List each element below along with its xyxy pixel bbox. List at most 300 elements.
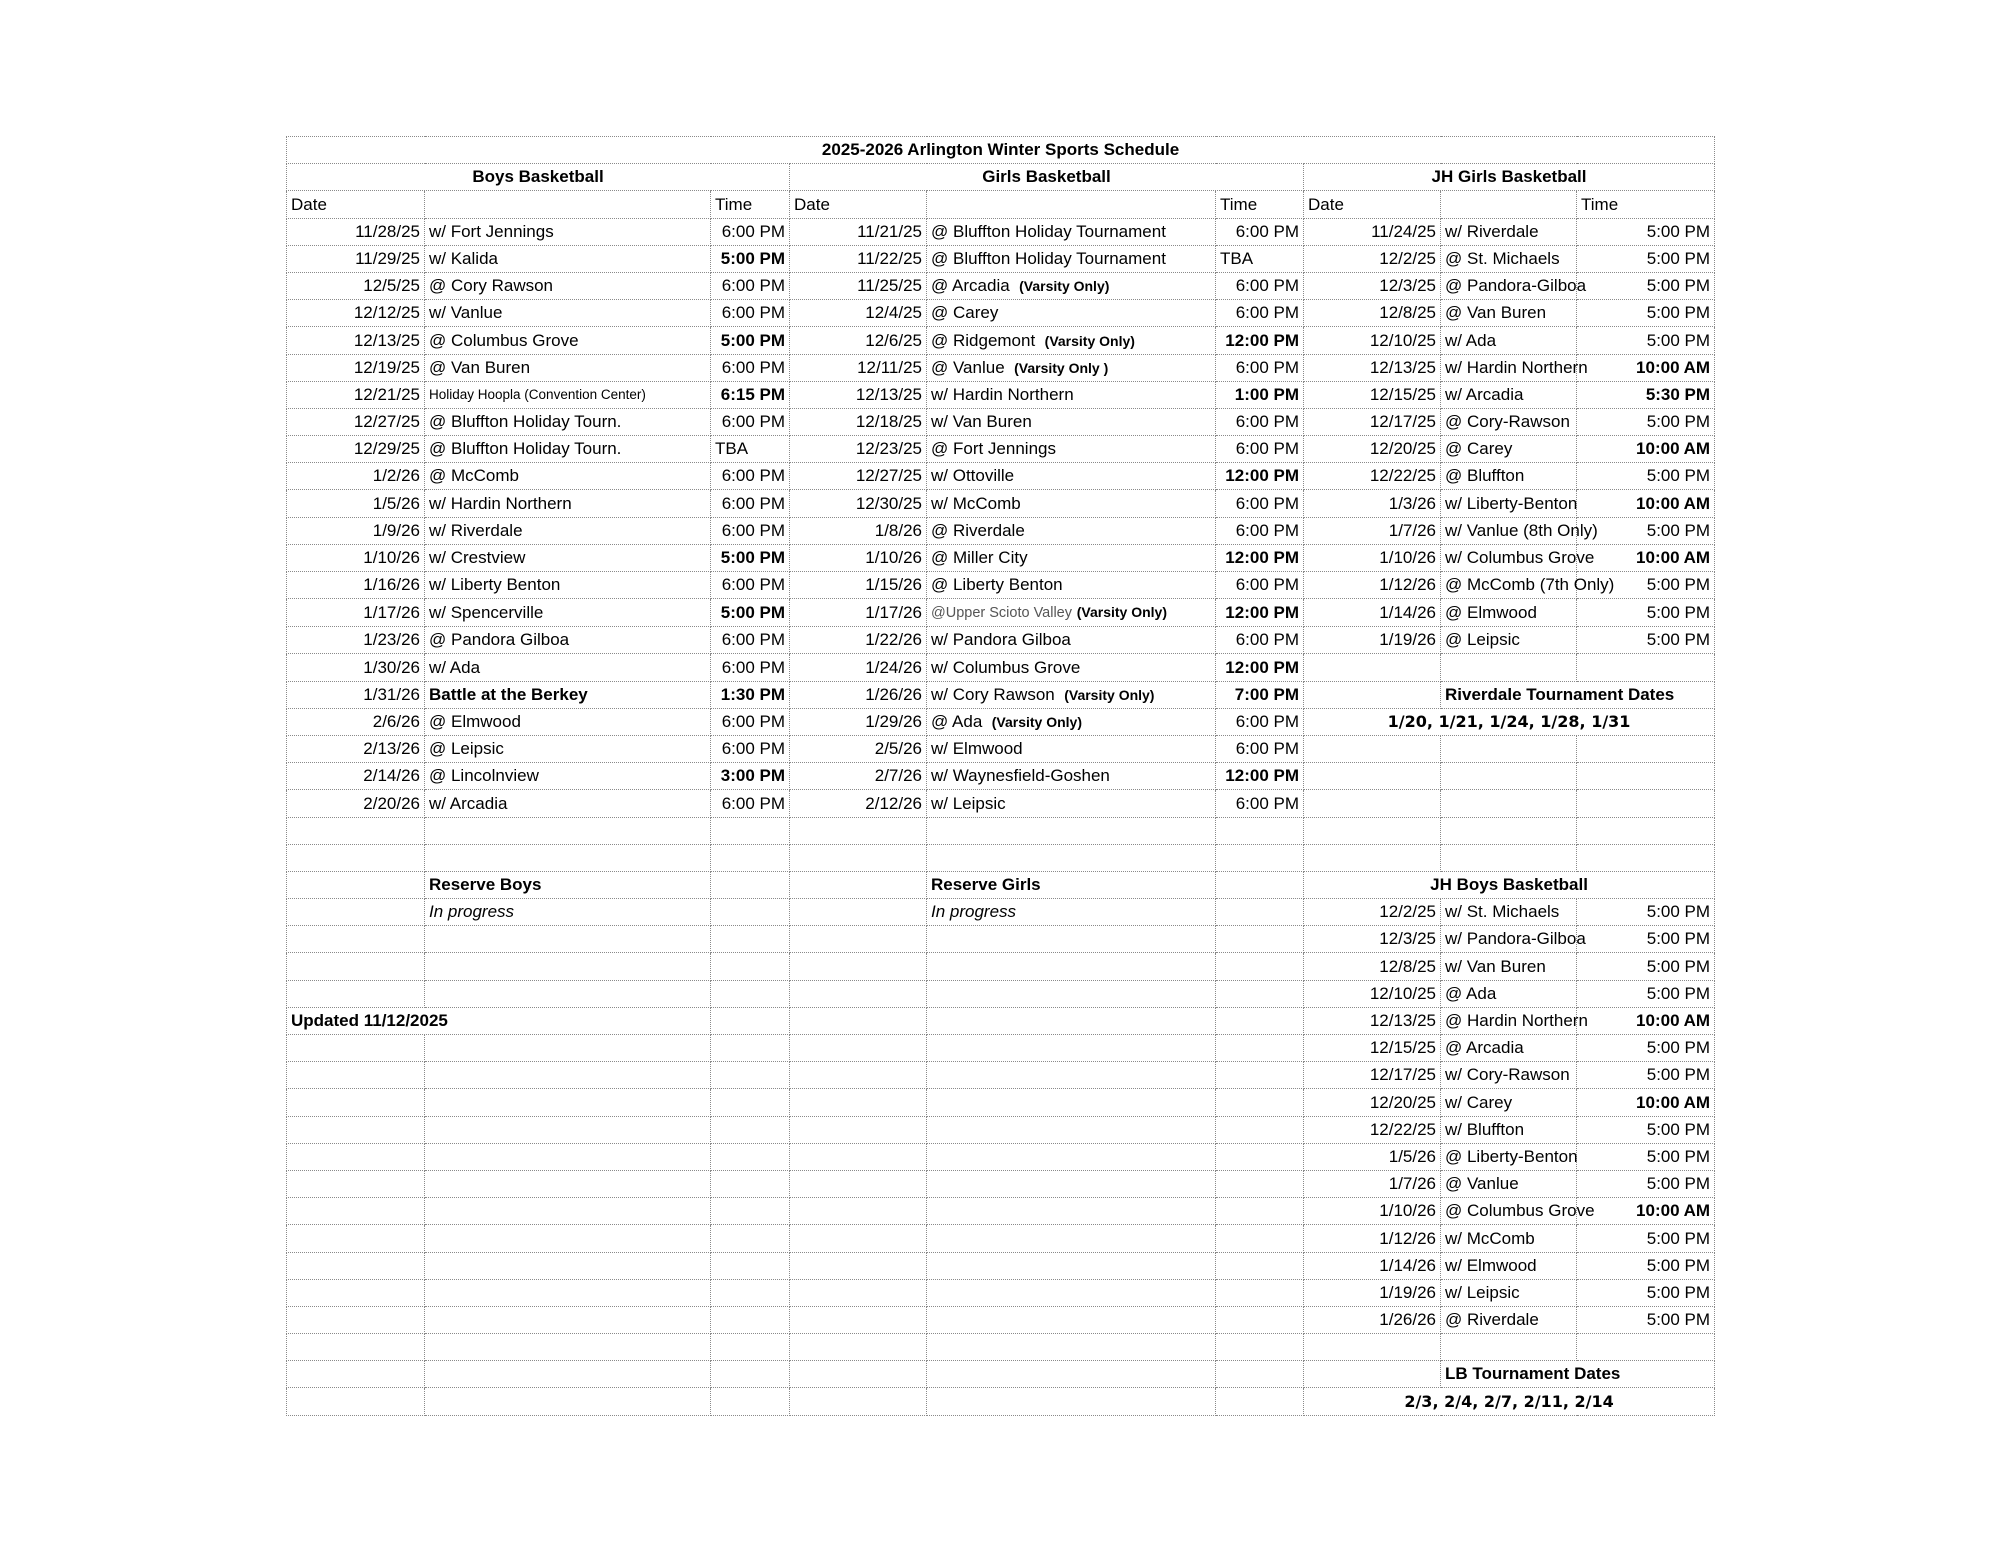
boys-basketball-heading: Boys Basketball [287, 164, 790, 191]
game-time: 1:30 PM [711, 681, 790, 708]
opponent-name: w/ McComb [931, 493, 1021, 513]
game-time: 10:00 AM [1577, 436, 1715, 463]
game-date: 2/6/26 [287, 708, 425, 735]
empty-cell [1216, 1306, 1304, 1333]
game-date: 12/27/25 [790, 463, 927, 490]
game-date: 1/3/26 [1304, 490, 1441, 517]
game-date: 12/6/25 [790, 327, 927, 354]
game-time: 5:00 PM [1577, 899, 1715, 926]
empty-cell [711, 1334, 790, 1361]
empty-cell [425, 1334, 711, 1361]
updated-date: Updated 11/12/2025 [287, 1007, 711, 1034]
game-date: 11/25/25 [790, 272, 927, 299]
empty-cell [927, 1388, 1216, 1415]
game-opponent: w/ Vanlue [425, 300, 711, 327]
sheet-row [287, 218, 1715, 245]
empty-cell [425, 953, 711, 980]
game-date: 1/2/26 [287, 463, 425, 490]
empty-cell [790, 926, 927, 953]
game-opponent [927, 272, 1216, 299]
game-time: 5:00 PM [1577, 627, 1715, 654]
game-time: 5:00 PM [1577, 517, 1715, 544]
game-date: 12/27/25 [287, 408, 425, 435]
sheet-row [287, 1089, 1715, 1116]
empty-cell [1304, 817, 1441, 844]
empty-cell [287, 1170, 425, 1197]
varsity-only-note: (Varsity Only) [1044, 332, 1135, 349]
empty-cell [790, 1198, 927, 1225]
empty-cell [1577, 654, 1715, 681]
empty-cell [927, 1361, 1216, 1388]
game-time: 12:00 PM [1216, 599, 1304, 627]
empty-cell [927, 953, 1216, 980]
game-time: 5:00 PM [1577, 272, 1715, 299]
empty-cell [287, 1361, 425, 1388]
empty-cell [927, 926, 1216, 953]
game-time: 6:00 PM [711, 408, 790, 435]
empty-cell [1216, 1007, 1304, 1034]
game-opponent: w/ Riverdale [425, 517, 711, 544]
game-time: 1:00 PM [1216, 381, 1304, 408]
sheet-row [287, 708, 1715, 735]
empty-cell [425, 1225, 711, 1252]
game-time: 5:00 PM [1577, 300, 1715, 327]
empty-cell [1577, 735, 1715, 762]
empty-cell [1216, 1143, 1304, 1170]
opponent-name: w/ Leipsic [931, 793, 1006, 813]
game-date: 12/29/25 [287, 436, 425, 463]
empty-cell [425, 817, 711, 844]
game-time: 5:00 PM [1577, 1225, 1715, 1252]
game-time: 6:00 PM [711, 300, 790, 327]
game-time: 12:00 PM [1216, 327, 1304, 354]
empty-cell [425, 1143, 711, 1170]
empty-cell [927, 1035, 1216, 1062]
game-date: 1/14/26 [1304, 1252, 1441, 1279]
game-time: 10:00 AM [1577, 1007, 1715, 1034]
game-opponent: Holiday Hoopla (Convention Center) [425, 381, 711, 408]
game-time: 6:00 PM [711, 735, 790, 762]
game-opponent: @ Ada [1441, 980, 1577, 1007]
empty-cell [1577, 844, 1715, 871]
game-opponent [927, 327, 1216, 354]
game-time: 10:00 AM [1577, 490, 1715, 517]
empty-cell [711, 1279, 790, 1306]
empty-cell [711, 1035, 790, 1062]
empty-cell [1216, 844, 1304, 871]
empty-cell [1441, 1334, 1577, 1361]
game-opponent: @ Pandora-Gilboa [1441, 272, 1577, 299]
empty-cell [1441, 817, 1577, 844]
game-opponent: w/ Pandora-Gilboa [1441, 926, 1577, 953]
game-opponent [927, 381, 1216, 408]
varsity-only-note: (Varsity Only) [1076, 604, 1167, 621]
sheet-row [287, 599, 1715, 627]
game-date: 12/8/25 [1304, 953, 1441, 980]
game-time: 6:00 PM [1216, 218, 1304, 245]
game-date: 1/5/26 [1304, 1143, 1441, 1170]
game-date: 12/5/25 [287, 272, 425, 299]
game-opponent: w/ Arcadia [425, 790, 711, 817]
game-time: 6:00 PM [1216, 572, 1304, 599]
reserve-girls-status: In progress [927, 899, 1216, 926]
empty-cell [1216, 1198, 1304, 1225]
reserve-boys-status: In progress [425, 899, 711, 926]
sheet-row [287, 1334, 1715, 1361]
empty-cell [287, 953, 425, 980]
game-time: 5:00 PM [711, 327, 790, 354]
empty-cell [711, 1170, 790, 1197]
empty-cell [425, 1198, 711, 1225]
game-date: 1/7/26 [1304, 517, 1441, 544]
empty-cell [425, 1170, 711, 1197]
game-date: 1/10/26 [287, 544, 425, 571]
game-date: 2/20/26 [287, 790, 425, 817]
game-date: 12/20/25 [1304, 1089, 1441, 1116]
empty-cell [1216, 953, 1304, 980]
game-opponent: Battle at the Berkey [425, 681, 711, 708]
empty-cell [1216, 1279, 1304, 1306]
game-time: 12:00 PM [1216, 763, 1304, 790]
game-date: 11/28/25 [287, 218, 425, 245]
empty-cell [425, 844, 711, 871]
game-time: 5:00 PM [1577, 408, 1715, 435]
empty-cell [1304, 763, 1441, 790]
game-time: 5:00 PM [1577, 572, 1715, 599]
game-opponent: w/ Liberty-Benton [1441, 490, 1577, 517]
game-opponent: w/ Riverdale [1441, 218, 1577, 245]
sheet-row [287, 1143, 1715, 1170]
game-date: 12/17/25 [1304, 408, 1441, 435]
game-date: 1/15/26 [790, 572, 927, 599]
empty-cell [287, 926, 425, 953]
empty-cell [927, 1062, 1216, 1089]
empty-cell [287, 1143, 425, 1170]
game-time: 6:00 PM [711, 463, 790, 490]
game-time: 6:00 PM [711, 490, 790, 517]
empty-cell [711, 1225, 790, 1252]
game-date: 12/22/25 [1304, 1116, 1441, 1143]
game-opponent: w/ Hardin Northern [1441, 354, 1577, 381]
game-opponent: @ Bluffton Holiday Tourn. [425, 408, 711, 435]
game-date: 1/17/26 [790, 599, 927, 627]
game-time: 5:00 PM [1577, 327, 1715, 354]
game-opponent: @ Van Buren [425, 354, 711, 381]
empty-cell [711, 1089, 790, 1116]
game-time: 6:00 PM [711, 627, 790, 654]
game-opponent [927, 627, 1216, 654]
game-opponent: w/ Fort Jennings [425, 218, 711, 245]
sheet-row [287, 408, 1715, 435]
game-time: 5:00 PM [1577, 463, 1715, 490]
sheet-row [287, 1225, 1715, 1252]
empty-cell [927, 1198, 1216, 1225]
game-time: 6:00 PM [711, 790, 790, 817]
empty-cell [927, 1334, 1216, 1361]
empty-cell [425, 1388, 711, 1415]
empty-cell [1216, 980, 1304, 1007]
sheet-row [287, 245, 1715, 272]
game-time: 5:00 PM [1577, 1306, 1715, 1333]
empty-cell [790, 1361, 927, 1388]
riverdale-tournament-dates: 1/20, 1/21, 1/24, 1/28, 1/31 [1304, 708, 1715, 735]
game-time: 6:00 PM [1216, 627, 1304, 654]
empty-cell [1577, 817, 1715, 844]
empty-cell [425, 1252, 711, 1279]
girls-time-header: Time [1216, 191, 1304, 218]
empty-cell [927, 980, 1216, 1007]
empty-cell [790, 953, 927, 980]
sheet-row [287, 1252, 1715, 1279]
game-opponent: @ McComb [425, 463, 711, 490]
sheet-row [287, 654, 1715, 681]
empty-cell [287, 899, 425, 926]
game-date: 1/22/26 [790, 627, 927, 654]
game-time: 6:00 PM [711, 218, 790, 245]
game-time: 12:00 PM [1216, 654, 1304, 681]
sheet-row [287, 1361, 1715, 1388]
game-opponent: w/ Leipsic [1441, 1279, 1577, 1306]
game-opponent [927, 681, 1216, 708]
empty-cell [1216, 871, 1304, 898]
empty-cell [287, 1388, 425, 1415]
empty-cell [927, 844, 1216, 871]
game-time: 6:00 PM [1216, 354, 1304, 381]
empty-cell [287, 844, 425, 871]
game-date: 12/15/25 [1304, 381, 1441, 408]
opponent-name: @ Vanlue [931, 357, 1010, 377]
empty-cell [287, 871, 425, 898]
empty-cell [711, 1306, 790, 1333]
game-time: 6:00 PM [1216, 517, 1304, 544]
sheet-row [287, 272, 1715, 299]
empty-cell [1216, 1170, 1304, 1197]
game-opponent: @ Leipsic [1441, 627, 1577, 654]
empty-cell [711, 817, 790, 844]
opponent-name: @ Riverdale [931, 520, 1025, 540]
sheet-row [287, 871, 1715, 898]
game-date: 12/8/25 [1304, 300, 1441, 327]
sheet-row [287, 354, 1715, 381]
sheet-row [287, 381, 1715, 408]
lb-tournament-label: LB Tournament Dates [1441, 1361, 1715, 1388]
empty-cell [1216, 1225, 1304, 1252]
game-opponent [927, 517, 1216, 544]
game-time: 6:00 PM [711, 272, 790, 299]
riverdale-tournament-label: Riverdale Tournament Dates [1441, 681, 1715, 708]
game-time: 5:00 PM [1577, 1143, 1715, 1170]
empty-cell [711, 871, 790, 898]
game-date: 1/12/26 [1304, 572, 1441, 599]
game-opponent: @ Pandora Gilboa [425, 627, 711, 654]
game-opponent: @ St. Michaels [1441, 245, 1577, 272]
empty-cell [1441, 654, 1577, 681]
game-time: 7:00 PM [1216, 681, 1304, 708]
game-opponent: @ Cory-Rawson [1441, 408, 1577, 435]
empty-cell [790, 1062, 927, 1089]
game-date: 12/22/25 [1304, 463, 1441, 490]
opponent-name: w/ Columbus Grove [931, 657, 1081, 677]
empty-cell [1304, 1361, 1441, 1388]
game-opponent [927, 245, 1216, 272]
game-opponent [927, 654, 1216, 681]
opponent-name: @ Liberty Benton [931, 575, 1063, 595]
empty-cell [425, 1116, 711, 1143]
game-opponent: @ Carey [1441, 436, 1577, 463]
empty-cell [287, 1279, 425, 1306]
sheet-row [287, 490, 1715, 517]
game-date: 12/13/25 [1304, 1007, 1441, 1034]
game-opponent: w/ Crestview [425, 544, 711, 571]
game-opponent: @ Riverdale [1441, 1306, 1577, 1333]
empty-cell [790, 1170, 927, 1197]
game-time: 6:00 PM [1216, 790, 1304, 817]
game-time: 10:00 AM [1577, 1089, 1715, 1116]
game-time: 6:15 PM [711, 381, 790, 408]
game-date: 1/31/26 [287, 681, 425, 708]
sheet-row [287, 1007, 1715, 1034]
sheet-row [287, 463, 1715, 490]
empty-cell [1304, 654, 1441, 681]
sheet-row [287, 572, 1715, 599]
game-time: 6:00 PM [711, 572, 790, 599]
game-opponent: w/ Carey [1441, 1089, 1577, 1116]
empty-cell [790, 1279, 927, 1306]
game-date: 1/5/26 [287, 490, 425, 517]
game-opponent: w/ Vanlue (8th Only) [1441, 517, 1577, 544]
game-date: 12/12/25 [287, 300, 425, 327]
empty-cell [927, 1089, 1216, 1116]
empty-cell [1577, 1334, 1715, 1361]
game-time: 10:00 AM [1577, 544, 1715, 571]
sheet-row [287, 1388, 1715, 1415]
game-date: 12/11/25 [790, 354, 927, 381]
game-date: 2/13/26 [287, 735, 425, 762]
game-opponent [927, 790, 1216, 817]
game-opponent: @ Bluffton [1441, 463, 1577, 490]
sheet-row [287, 1306, 1715, 1333]
game-date: 11/29/25 [287, 245, 425, 272]
game-time: 5:00 PM [1577, 1279, 1715, 1306]
game-opponent: @ Hardin Northern [1441, 1007, 1577, 1034]
opponent-name: @ Fort Jennings [931, 439, 1056, 459]
game-date: 12/3/25 [1304, 272, 1441, 299]
game-date: 12/2/25 [1304, 245, 1441, 272]
empty-cell [711, 1062, 790, 1089]
sheet-row [287, 817, 1715, 844]
empty-cell [425, 980, 711, 1007]
boys-time-header: Time [711, 191, 790, 218]
schedule-table [286, 136, 1715, 1416]
game-time: 6:00 PM [711, 708, 790, 735]
game-opponent [927, 490, 1216, 517]
game-date: 2/14/26 [287, 763, 425, 790]
opponent-name: @ Ada [931, 711, 988, 731]
game-opponent: @ Columbus Grove [1441, 1198, 1577, 1225]
game-time: 5:00 PM [711, 544, 790, 571]
game-opponent [927, 572, 1216, 599]
game-opponent: w/ Ada [1441, 327, 1577, 354]
empty-cell [711, 1143, 790, 1170]
game-opponent: @ Van Buren [1441, 300, 1577, 327]
empty-cell [425, 926, 711, 953]
empty-cell [927, 1170, 1216, 1197]
game-date: 1/10/26 [790, 544, 927, 571]
game-time: 5:00 PM [1577, 953, 1715, 980]
game-date: 12/18/25 [790, 408, 927, 435]
jh-girls-opponent-header [1441, 191, 1577, 218]
game-date: 11/24/25 [1304, 218, 1441, 245]
sheet-row [287, 681, 1715, 708]
game-date: 12/2/25 [1304, 899, 1441, 926]
opponent-name: w/ Hardin Northern [931, 384, 1074, 404]
empty-cell [1216, 1361, 1304, 1388]
game-time: 12:00 PM [1216, 544, 1304, 571]
lb-tournament-dates: 2/3, 2/4, 2/7, 2/11, 2/14 [1304, 1388, 1715, 1415]
game-opponent [927, 544, 1216, 571]
empty-cell [1216, 899, 1304, 926]
sheet-row [287, 1170, 1715, 1197]
girls-date-header: Date [790, 191, 927, 218]
sheet-row [287, 436, 1715, 463]
game-opponent: @ Elmwood [1441, 599, 1577, 627]
empty-cell [711, 980, 790, 1007]
jh-girls-date-header: Date [1304, 191, 1441, 218]
opponent-name: @ Arcadia [931, 276, 1015, 296]
sheet-row [287, 1116, 1715, 1143]
sheet-row [287, 980, 1715, 1007]
game-time: 6:00 PM [711, 654, 790, 681]
empty-cell [425, 1361, 711, 1388]
opponent-name: @ Ridgemont [931, 330, 1040, 350]
empty-cell [711, 1361, 790, 1388]
varsity-only-note: (Varsity Only) [1064, 686, 1155, 703]
game-opponent [927, 735, 1216, 762]
empty-cell [711, 1388, 790, 1415]
game-time: 6:00 PM [1216, 490, 1304, 517]
empty-cell [1216, 1252, 1304, 1279]
game-date: 1/17/26 [287, 599, 425, 627]
empty-cell [1216, 926, 1304, 953]
opponent-name: w/ Elmwood [931, 739, 1023, 759]
empty-cell [927, 1116, 1216, 1143]
game-opponent [927, 218, 1216, 245]
game-time: 5:00 PM [1577, 1170, 1715, 1197]
game-date: 12/21/25 [287, 381, 425, 408]
empty-cell [1441, 844, 1577, 871]
game-date: 1/26/26 [790, 681, 927, 708]
sheet-row [287, 735, 1715, 762]
schedule-sheet [286, 136, 1714, 1416]
empty-cell [790, 1143, 927, 1170]
game-time: 5:00 PM [711, 245, 790, 272]
opponent-name: w/ Waynesfield-Goshen [931, 766, 1110, 786]
sheet-row [287, 1062, 1715, 1089]
sheet-row [287, 1035, 1715, 1062]
empty-cell [1304, 844, 1441, 871]
game-date: 1/12/26 [1304, 1225, 1441, 1252]
empty-cell [711, 1198, 790, 1225]
game-time: 6:00 PM [711, 354, 790, 381]
empty-cell [927, 1252, 1216, 1279]
game-opponent [927, 436, 1216, 463]
game-opponent: @ Elmwood [425, 708, 711, 735]
game-opponent [927, 763, 1216, 790]
game-time: 5:00 PM [1577, 926, 1715, 953]
empty-cell [711, 899, 790, 926]
game-date: 1/23/26 [287, 627, 425, 654]
jh-girls-time-header: Time [1577, 191, 1715, 218]
